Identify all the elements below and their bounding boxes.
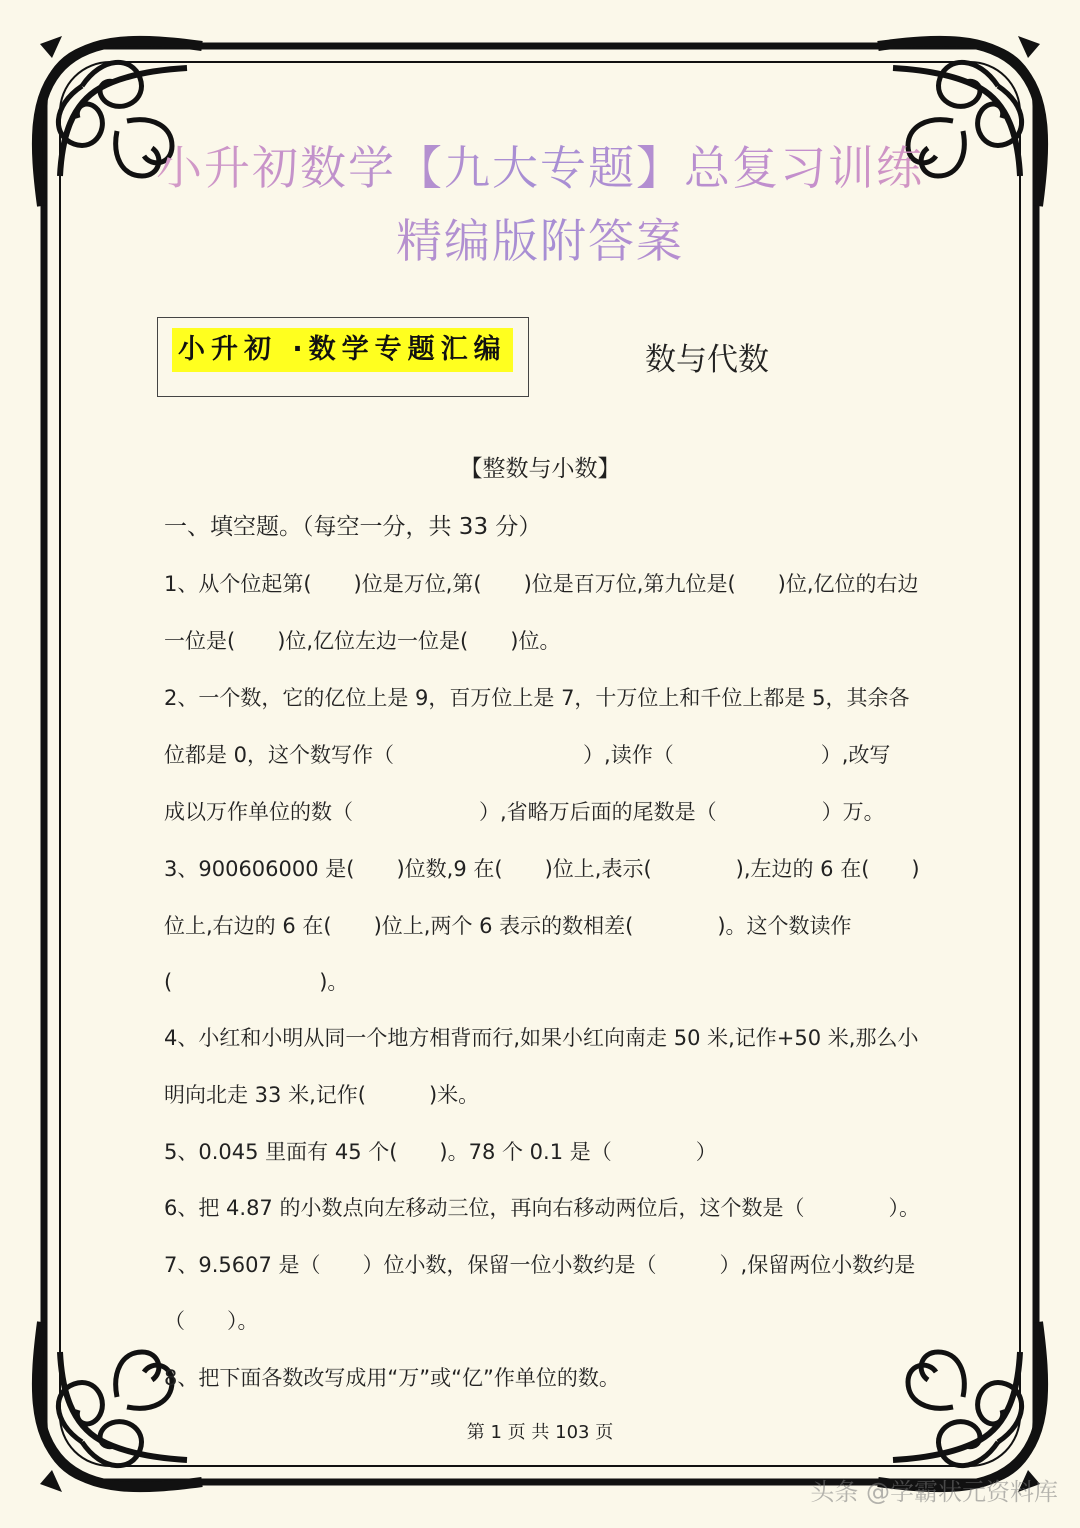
question-line: 3、900606000 是( )位数,9 在( )位上,表示( ),左边的 6 在( ): [164, 857, 920, 881]
question-line: 2、一个数，它的亿位上是 9，百万位上是 7，十万位上和千位上都是 5，其余各: [164, 686, 910, 710]
question-line: 8、把下面各数改写成用“万”或“亿”作单位的数。: [164, 1366, 620, 1390]
question-line: 明向北走 33 米,记作( )米。: [164, 1083, 480, 1107]
series-badge-box: [157, 317, 529, 397]
series-badge-label: 小升初 ·数学专题汇编: [172, 328, 513, 372]
question-line: 6、把 4.87 的小数点向左移动三位，再向右移动两位后，这个数是（ ）。: [164, 1196, 920, 1220]
question-line: 1、从个位起第( )位是万位,第( )位是百万位,第九位是( )位,亿位的右边: [164, 572, 919, 596]
question-line: ( )。: [164, 970, 349, 994]
question-line: 一位是( )位,亿位左边一位是( )位。: [164, 629, 561, 653]
question-line: 成以万作单位的数（ ）,省略万后面的尾数是（ ）万。: [164, 800, 885, 824]
document-title-line-1: 小升初数学【九大专题】总复习训练: [0, 132, 1080, 198]
document-title-line-2: 精编版附答案: [0, 205, 1080, 271]
watermark: 头条 @学霸状元资料库: [810, 1478, 1058, 1506]
question-line: 5、0.045 里面有 45 个( )。78 个 0.1 是（ ）: [164, 1140, 717, 1164]
question-line: 4、小红和小明从同一个地方相背而行,如果小红向南走 50 米,记作+50 米,那么小: [164, 1026, 919, 1050]
question-line: 位上,右边的 6 在( )位上,两个 6 表示的数相差( )。这个数读作: [164, 914, 852, 938]
question-line: 位都是 0，这个数写作（ ）,读作（ ）,改写: [164, 743, 891, 767]
question-line: （ ）。: [164, 1309, 259, 1333]
part-heading: 一、填空题。（每空一分，共 33 分）: [164, 514, 542, 540]
page-footer: 第 1 页 共 103 页: [466, 1422, 614, 1443]
section-heading: 【整数与小数】: [459, 456, 621, 482]
topic-label: 数与代数: [645, 342, 769, 378]
question-line: 7、9.5607 是（ ）位小数，保留一位小数约是（ ）,保留两位小数约是: [164, 1253, 916, 1277]
